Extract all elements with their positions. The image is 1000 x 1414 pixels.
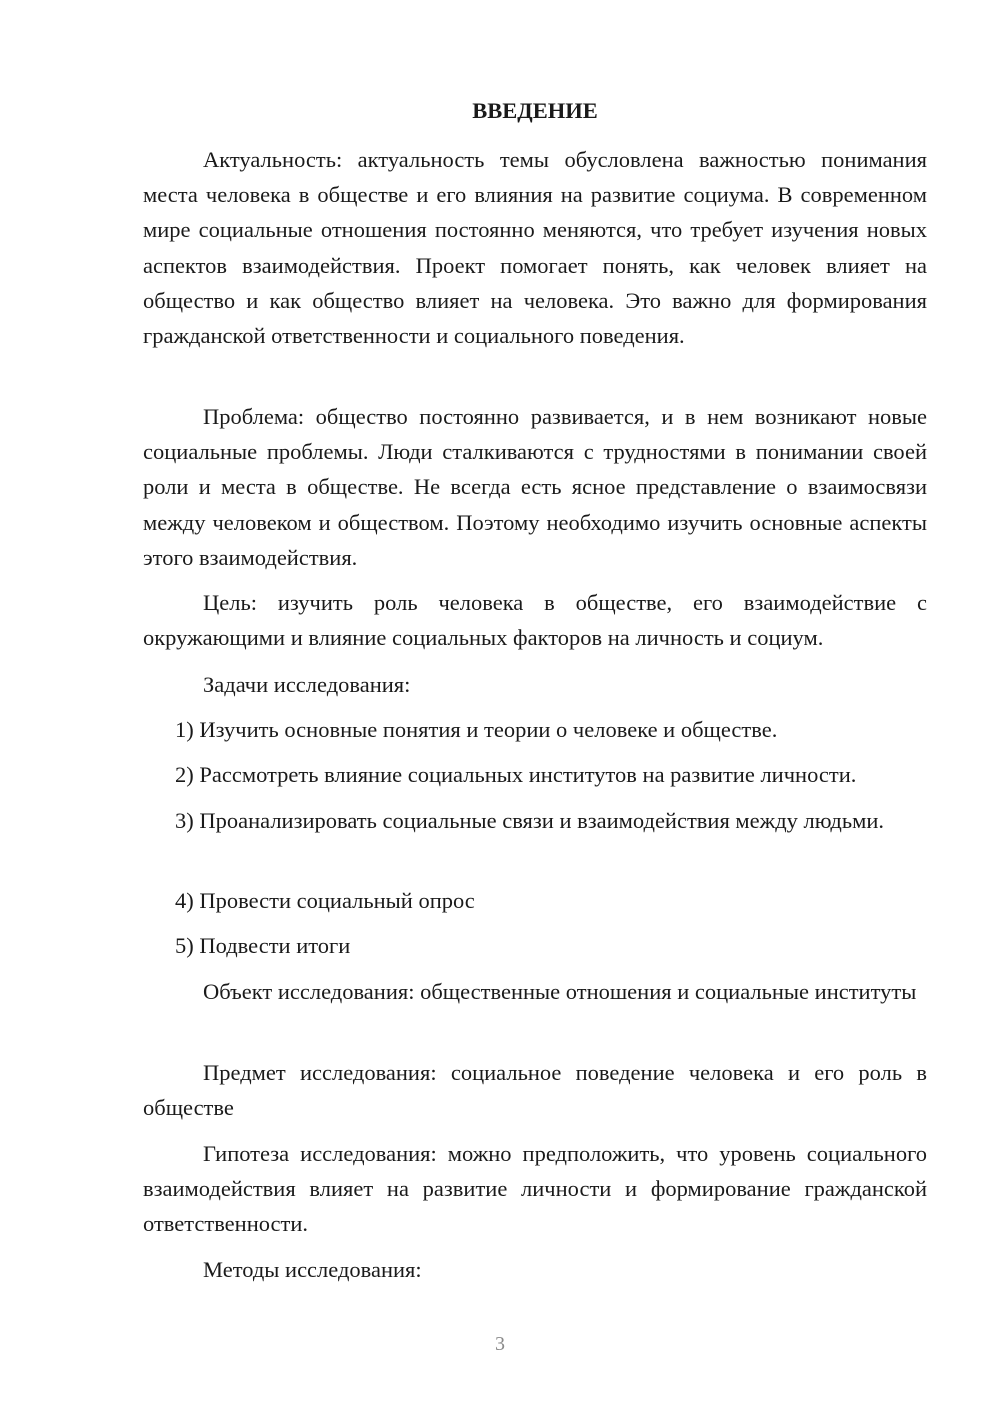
task-item-4: 4) Провести социальный опрос	[175, 888, 475, 913]
relevance-paragraph: Актуальность: актуальность темы обусловлена важностью понимания места человека в обществе и его влияния на развитие социума. В современном мире социальные отношения постоянно меняются, что требует изучения новых аспектов взаимодействия. Проект помогает понять, как человек влияет на общество и как общество влияет на человека. Это важно для формирования гражданской ответственности и социального поведения.	[143, 147, 927, 349]
hypothesis-paragraph: Гипотеза исследования: можно предположить, что уровень социального взаимодействия влияет на развитие личности и формирование гражданской ответственности.	[143, 1141, 927, 1237]
page-number: 3	[495, 1333, 505, 1355]
object-paragraph: Объект исследования: общественные отношения и социальные институты	[203, 979, 917, 1004]
task-item-1: 1) Изучить основные понятия и теории о человеке и обществе.	[175, 717, 778, 742]
tasks-heading: Задачи исследования:	[203, 672, 411, 697]
subject-paragraph: Предмет исследования: социальное поведение человека и его роль в обществе	[143, 1060, 927, 1121]
task-item-5: 5) Подвести итоги	[175, 933, 351, 958]
page-title: ВВЕДЕНИЕ	[472, 98, 598, 123]
task-item-2: 2) Рассмотреть влияние социальных институтов на развитие личности.	[175, 762, 857, 787]
methods-heading: Методы исследования:	[203, 1257, 422, 1282]
problem-paragraph: Проблема: общество постоянно развивается, и в нем возникают новые социальные проблемы. Люди сталкиваются с трудностями в понимании своей роли и места в обществе. Не всегда есть ясное представление о взаимосвязи между человеком и обществом. Поэтому необходимо изучить основные аспекты этого взаимодействия.	[143, 404, 927, 570]
goal-paragraph: Цель: изучить роль человека в обществе, его взаимодействие с окружающими и влияние социальных факторов на личность и социум.	[143, 590, 927, 651]
task-item-3: 3) Проанализировать социальные связи и взаимодействия между людьми.	[175, 808, 885, 833]
